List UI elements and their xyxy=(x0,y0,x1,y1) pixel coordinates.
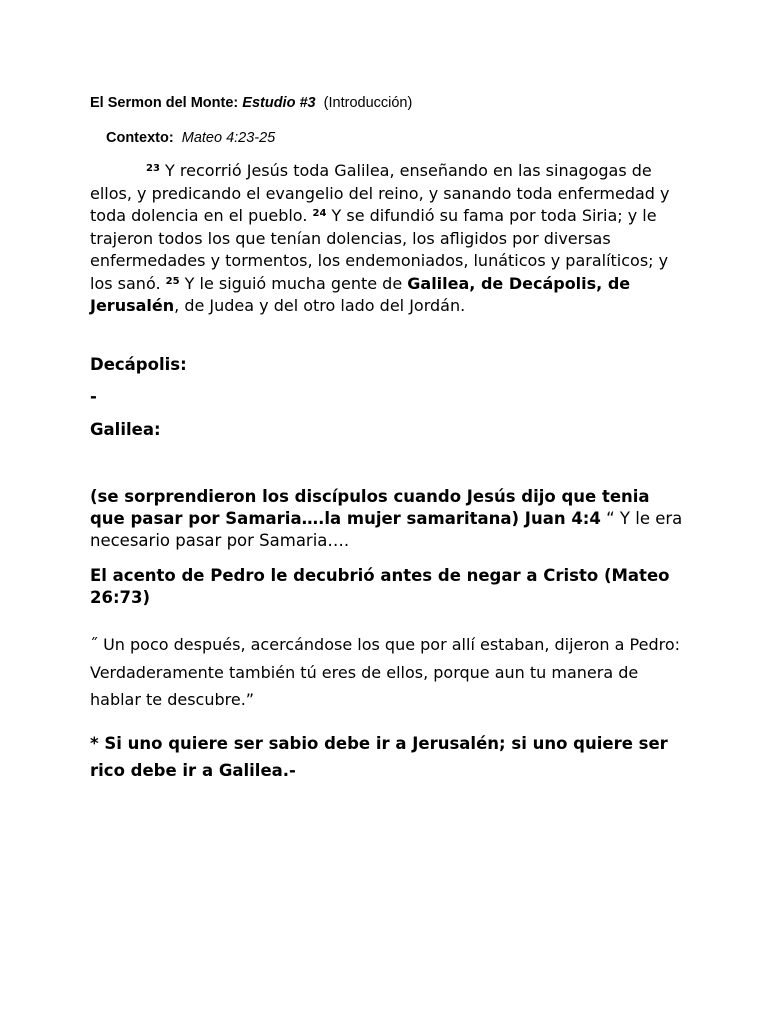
pedro-heading: El acento de Pedro le decubrió antes de negar a Cristo (Mateo 26:73) xyxy=(90,566,670,607)
verse-23-text: Y recorrió Jesús toda Galilea, enseñando en las sinagogas de ellos, y predicando el evangelio del reino, y sanando toda enfermedad y toda dolencia en el pueblo. xyxy=(90,161,670,225)
verse-number-25: 25 xyxy=(165,275,180,287)
pedro-heading-block xyxy=(90,565,690,609)
heading-decapolis: Decápolis: xyxy=(90,355,187,374)
document-title xyxy=(90,95,412,111)
heading-galilea: Galilea: xyxy=(90,420,161,439)
context-line xyxy=(106,130,275,146)
title-paren: (Introducción) xyxy=(323,95,413,111)
title-bold: El Sermon del Monte: xyxy=(90,95,239,111)
context-reference: Mateo 4:23-25 xyxy=(181,130,276,146)
verse-25-text-b: , de Judea y del otro lado del Jordán. xyxy=(174,296,466,315)
final-saying: * Si uno quiere ser sabio debe ir a Jerusalén; si uno quiere ser rico debe ir a Galilea.- xyxy=(90,734,668,780)
verse-24-text: Y se difundió su fama por toda Siria; y le trajeron todos los que tenían dolencias, los afligidos por diversas enfermedades y tormentos, los endemoniados, lunáticos y paralíticos; y los sanó. xyxy=(90,206,669,293)
verse-number-24: 24 xyxy=(312,208,327,219)
samaria-bold: (se sorprendieron los discípulos cuando Jesús dijo que tenia que pasar por Samaria….la mujer samaritana) Juan 4:4 xyxy=(90,487,650,528)
context-label: Contexto: xyxy=(106,130,174,146)
decapolis-dash: - xyxy=(90,387,97,406)
samaria-quote: “ Y le era necesario pasar por Samaria…. xyxy=(90,509,683,550)
verse-25-bold: Galilea, de Decápolis, de Jerusalén xyxy=(90,273,631,315)
pedro-quote: ˝ Un poco después, acercándose los que por allí estaban, dijeron a Pedro: Verdaderamente también tú eres de ellos, porque aun tu manera de hablar te descubre.” xyxy=(90,635,681,709)
verse-number-23: 23 xyxy=(146,163,160,174)
title-study-number: Estudio #3 xyxy=(242,95,316,111)
samaria-note xyxy=(90,486,690,552)
verse-25-text-a: Y le siguió mucha gente de xyxy=(184,273,403,293)
scripture-passage xyxy=(90,160,690,318)
